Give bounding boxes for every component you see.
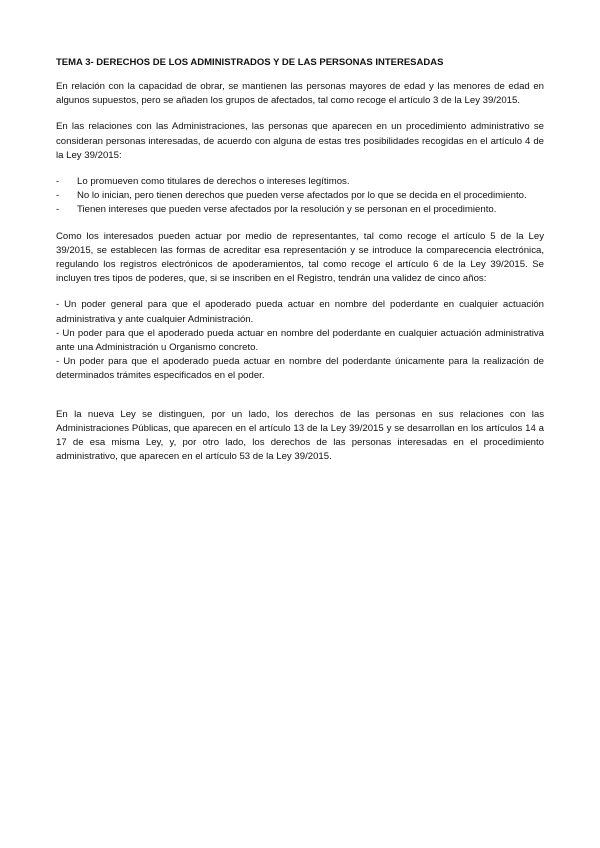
paragraph-interested-persons: En las relaciones con las Administraciones, las personas que aparecen en un procedimiento administrativo se consideran personas interesadas, de acuerdo con alguna de estas tres posibilidades recogidas en el artículo 4 de la Ley 39/2015:	[56, 121, 544, 161]
list-item-text: Tienen intereses que pueden verse afectados por la resolución y se personan en el procedimiento.	[77, 204, 497, 216]
document-title: TEMA 3- DERECHOS DE LOS ADMINISTRADOS Y DE LAS PERSONAS INTERESADAS	[56, 57, 444, 68]
list-item	[56, 175, 544, 189]
power-item-specific-administration: - Un poder para que el apoderado pueda actuar en nombre del poderdante en cualquier actuación administrativa ante una Administración u Organismo concreto.	[56, 327, 544, 354]
paragraph-new-law-rights: En la nueva Ley se distinguen, por un lado, los derechos de las personas en sus relaciones con las Administraciones Públicas, que aparecen en el artículo 13 de la Ley 39/2015 y se desarrollan en los artículos 14 a 17 de esa misma Ley, y, por otro lado, los derechos de las personas interesadas en el procedimiento administrativo, que aparecen en el artículo 53 de la Ley 39/2015.	[56, 408, 544, 463]
list-bullet: -	[56, 176, 60, 188]
list-item	[56, 189, 544, 203]
list-item-text: No lo inician, pero tienen derechos que pueden verse afectados por lo que se decida en el procedimiento.	[77, 190, 527, 202]
powers-list	[56, 298, 544, 383]
paragraph-capacity: En relación con la capacidad de obrar, se mantienen las personas mayores de edad y las menores de edad en algunos supuestos, pero se añaden los grupos de afectados, tal como recoge el artículo 3 de la Ley 39/2015.	[56, 81, 544, 107]
power-item-general: - Un poder general para que el apoderado pueda actuar en nombre del poderdante en cualquier actuación administrativa y ante cualquier Administración.	[56, 299, 544, 325]
paragraph-representatives: Como los interesados pueden actuar por medio de representantes, tal como recoge el artículo 5 de la Ley 39/2015, se establecen las formas de acreditar esa representación y se introduce la comparecencia electrónica, regulando los registros electrónicos de apoderamientos, tal como recoge el artículo 6 de la Ley 39/2015. Se incluyen tres tipos de poderes, que, si se inscriben en el Registro, tendrán una validez de cinco años:	[56, 230, 544, 285]
power-item-specific-procedures: - Un poder para que el apoderado pueda actuar en nombre del poderdante únicamente para la realización de determinados trámites especificados en el poder.	[56, 356, 544, 382]
interested-persons-list	[56, 175, 544, 218]
list-bullet: -	[56, 204, 60, 216]
list-bullet: -	[56, 190, 60, 202]
list-item	[56, 203, 544, 217]
list-item-text: Lo promueven como titulares de derechos o intereses legítimos.	[77, 176, 350, 188]
